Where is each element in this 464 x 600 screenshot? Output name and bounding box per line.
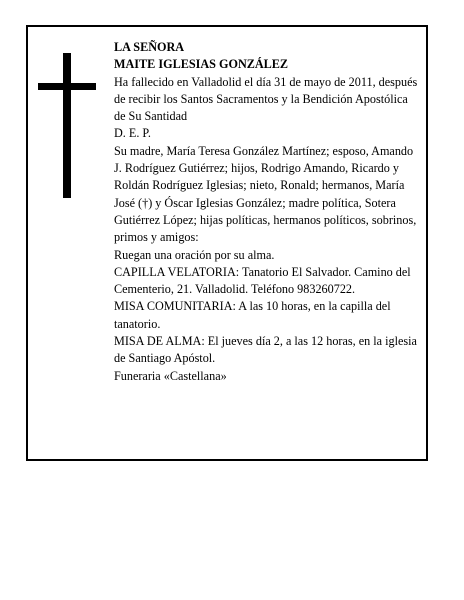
notice-title: LA SEÑORA xyxy=(114,40,185,54)
family-members: Su madre, María Teresa González Martínez; esposo, Amando J. Rodríguez Gutiérrez; hijos, Rodrigo Amando, Ricardo y Roldán Rodríguez Iglesias; nieto, Ronald; hermanos, María José (†) y Óscar Iglesias González; madre política, Sotera Gutiérrez López; hijas políticas, hermanos políticos, sobrinos, primos y amigos: xyxy=(114,143,417,245)
chapel-info: CAPILLA VELATORIA: Tanatorio El Salvador. Camino del Cementerio, 21. Valladolid. Teléfono 983260722. xyxy=(114,264,411,297)
prayer-request: Ruegan una oración por su alma. xyxy=(114,247,275,262)
cross-horizontal-bar xyxy=(38,83,96,90)
rip-line: D. E. P. xyxy=(114,126,151,141)
soul-mass-info: MISA DE ALMA: El jueves día 2, a las 12 horas, en la iglesia de Santiago Apóstol. xyxy=(114,334,417,366)
funeral-home: Funeraria «Castellana» xyxy=(114,368,227,383)
cross-vertical-bar xyxy=(63,53,71,198)
death-announcement: Ha fallecido en Valladolid el día 31 de mayo de 2011, después de recibir los Santos Sacramentos y la Bendición Apostólica de Su Santidad xyxy=(114,74,418,124)
obituary-content xyxy=(114,39,422,385)
community-mass-info: MISA COMUNITARIA: A las 10 horas, en la capilla del tanatorio. xyxy=(114,299,391,331)
cross-icon xyxy=(38,53,96,198)
deceased-name: MAITE IGLESIAS GONZÁLEZ xyxy=(114,57,289,72)
